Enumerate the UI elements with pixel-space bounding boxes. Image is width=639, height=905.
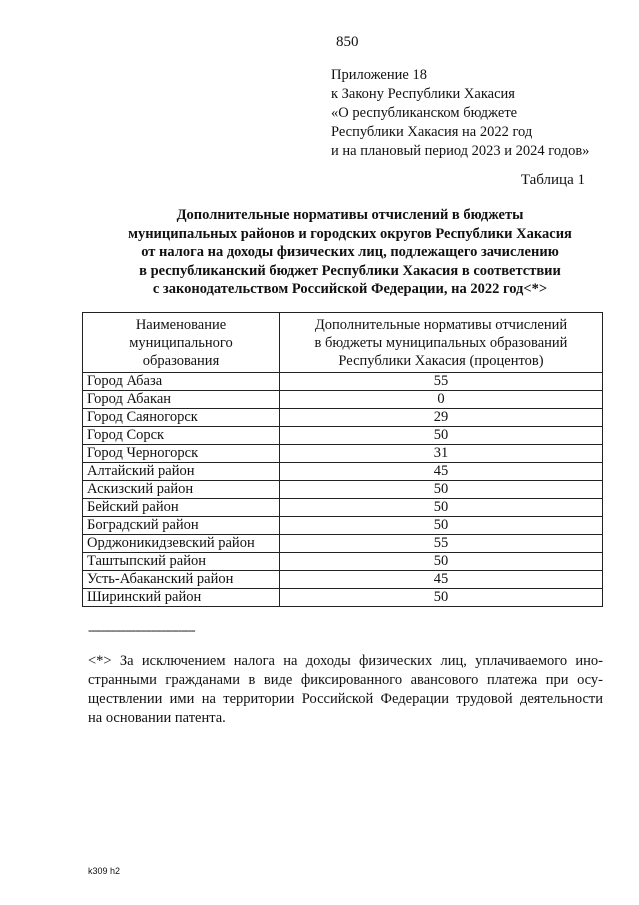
table-row bbox=[83, 499, 603, 517]
appendix-line: к Закону Республики Хакасия bbox=[331, 86, 515, 102]
table-row bbox=[83, 463, 603, 481]
norm-value: 45 bbox=[280, 463, 603, 481]
appendix-line: Республики Хакасия на 2022 год bbox=[331, 124, 533, 140]
table-row bbox=[83, 535, 603, 553]
table-row bbox=[83, 445, 603, 463]
norm-value: 29 bbox=[280, 409, 603, 427]
municipality-name: Город Саяногорск bbox=[83, 409, 280, 427]
norm-value: 45 bbox=[280, 571, 603, 589]
norm-value: 50 bbox=[280, 517, 603, 535]
municipality-name: Боградский район bbox=[83, 517, 280, 535]
column-header-norm bbox=[280, 313, 603, 373]
municipality-name: Алтайский район bbox=[83, 463, 280, 481]
table-row bbox=[83, 427, 603, 445]
header-line: Республики Хакасия (процентов) bbox=[338, 353, 544, 369]
municipality-name: Аскизский район bbox=[83, 481, 280, 499]
footnote-line: странными гражданами в виде фиксированного авансового платежа при осу- bbox=[88, 672, 603, 688]
table-header-row bbox=[83, 313, 603, 373]
table-row bbox=[83, 481, 603, 499]
municipality-name: Таштыпский район bbox=[83, 553, 280, 571]
norms-table bbox=[82, 312, 603, 607]
municipality-name: Орджоникидзевский район bbox=[83, 535, 280, 553]
document-title bbox=[90, 206, 610, 299]
footnote-line: на основании патента. bbox=[88, 710, 226, 726]
norm-value: 50 bbox=[280, 553, 603, 571]
table-row bbox=[83, 409, 603, 427]
title-line: в республиканский бюджет Республики Хакасия в соответствии bbox=[139, 262, 561, 279]
header-line: образования bbox=[142, 353, 220, 369]
municipality-name: Ширинский район bbox=[83, 589, 280, 607]
footnote bbox=[88, 652, 603, 728]
header-line: в бюджеты муниципальных образований bbox=[314, 335, 568, 351]
norm-value: 55 bbox=[280, 373, 603, 391]
header-line: Наименование bbox=[135, 317, 227, 333]
municipality-name: Город Черногорск bbox=[83, 445, 280, 463]
appendix-line: Приложение 18 bbox=[331, 67, 427, 83]
municipality-name: Бейский район bbox=[83, 499, 280, 517]
norm-value: 50 bbox=[280, 499, 603, 517]
norm-value: 55 bbox=[280, 535, 603, 553]
table-row bbox=[83, 373, 603, 391]
appendix-reference bbox=[331, 66, 589, 161]
table-row bbox=[83, 553, 603, 571]
norm-value: 31 bbox=[280, 445, 603, 463]
appendix-line: и на плановый период 2023 и 2024 годов» bbox=[331, 143, 590, 159]
title-line: с законодательством Российской Федерации, на 2022 год<*> bbox=[152, 281, 548, 297]
document-code: k309 h2 bbox=[88, 866, 121, 876]
title-line: муниципальных районов и городских округов Республики Хакасия bbox=[128, 225, 572, 242]
footnote-line: <*> За исключением налога на доходы физических лиц, уплачиваемого ино- bbox=[88, 653, 603, 669]
title-line: от налога на доходы физических лиц, подлежащего зачислению bbox=[141, 244, 559, 260]
municipality-name: Город Абаза bbox=[83, 373, 280, 391]
footnote-line: ществлении ими на территории Российской Федерации трудовой деятельности bbox=[88, 691, 603, 707]
header-line: муниципального bbox=[129, 335, 233, 351]
municipality-name: Город Сорск bbox=[83, 427, 280, 445]
footnote-separator: -------------------------------- bbox=[88, 622, 195, 637]
appendix-line: «О республиканском бюджете bbox=[331, 105, 518, 121]
municipality-name: Город Абакан bbox=[83, 391, 280, 409]
header-line: Дополнительные нормативы отчислений bbox=[314, 317, 568, 333]
norm-value: 50 bbox=[280, 589, 603, 607]
norm-value: 50 bbox=[280, 427, 603, 445]
norm-value: 0 bbox=[280, 391, 603, 409]
table-row bbox=[83, 391, 603, 409]
title-line: Дополнительные нормативы отчислений в бюджеты bbox=[176, 207, 524, 223]
table-label: Таблица 1 bbox=[520, 172, 585, 188]
column-header-municipality bbox=[83, 313, 280, 373]
table-row bbox=[83, 571, 603, 589]
page-number: 850 bbox=[336, 34, 359, 50]
table-row bbox=[83, 517, 603, 535]
norm-value: 50 bbox=[280, 481, 603, 499]
municipality-name: Усть-Абаканский район bbox=[83, 571, 280, 589]
table-row bbox=[83, 589, 603, 607]
